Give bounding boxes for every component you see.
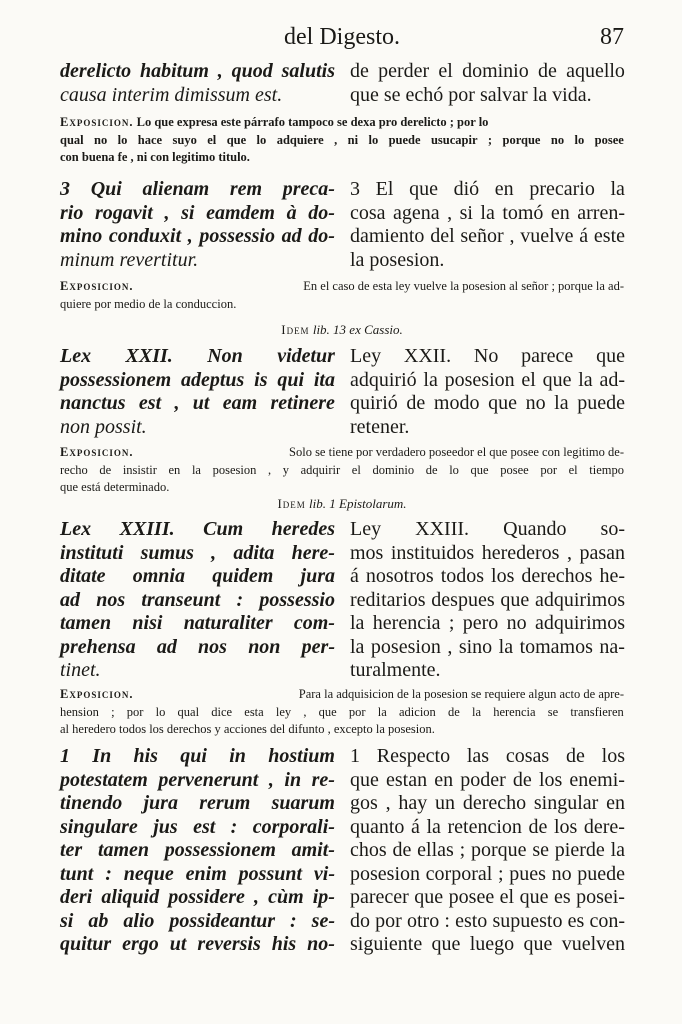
exposition-line: quiere por medio de la conduccion. bbox=[60, 296, 237, 311]
spanish-column bbox=[350, 345, 625, 439]
exposition-line bbox=[60, 686, 624, 704]
latin-column bbox=[60, 345, 335, 439]
spanish-line: cosa agena , si la tomó en arren- bbox=[350, 201, 625, 224]
spanish-line: chos de ellas ; porque se pierde la bbox=[350, 839, 625, 861]
spanish-line: parecer que posee el que es posei- bbox=[350, 886, 625, 908]
latin-line: possessionem adeptus is qui ita bbox=[60, 368, 335, 391]
spanish-column bbox=[350, 60, 625, 107]
spanish-line: siguiente que luego que vuelven bbox=[350, 933, 625, 955]
latin-line: derelicto habitum , quod salutis bbox=[60, 60, 335, 82]
latin-line: causa interim dimissum est. bbox=[60, 83, 283, 106]
exposition-label: Exposicion. bbox=[60, 687, 134, 701]
exposition-line: que está determinado. bbox=[60, 480, 170, 494]
latin-line: nanctus est , ut eam retinere bbox=[60, 392, 335, 414]
exposition-line: recho de insistir en la posesion , y adquirir el dominio de lo que posee por el tiempo bbox=[60, 462, 624, 477]
spanish-line: 3 El que dió en precario la bbox=[350, 178, 625, 200]
rubric-source: Idem bbox=[281, 322, 310, 337]
spanish-column bbox=[350, 745, 625, 957]
spanish-line: damiento del señor , vuelve á este bbox=[350, 225, 625, 247]
spanish-line: la posesion , sino la tomamos na- bbox=[350, 635, 625, 658]
latin-column bbox=[60, 745, 335, 957]
spanish-line: 1 Respecto las cosas de los bbox=[350, 745, 625, 767]
spanish-line: mos instituidos herederos , pasan bbox=[350, 541, 625, 564]
latin-line: minum revertitur. bbox=[60, 248, 199, 271]
latin-line: ad nos transeunt : possessio bbox=[60, 588, 335, 611]
spanish-line: reditarios despues que adquirimos bbox=[350, 588, 625, 611]
latin-line: tinet. bbox=[60, 659, 101, 681]
latin-line: si ab alio possideantur : se- bbox=[60, 909, 335, 932]
latin-line: quitur ergo ut reversis his no- bbox=[60, 933, 335, 955]
exposition-0 bbox=[60, 114, 624, 167]
latin-line: tamen nisi naturaliter com- bbox=[60, 612, 335, 634]
latin-line: singulare jus est : corporali- bbox=[60, 815, 335, 838]
latin-column bbox=[60, 518, 335, 683]
running-title: del Digesto. bbox=[284, 24, 400, 50]
latin-line: non possit. bbox=[60, 415, 147, 438]
latin-line: 3 Qui alienam rem preca- bbox=[60, 178, 335, 200]
exposition-1 bbox=[60, 278, 624, 313]
exposition-text: Para la adquisicion de la posesion se requiere algun acto de apre- bbox=[298, 687, 624, 701]
latin-line: tunt : neque enim possunt vi- bbox=[60, 862, 335, 885]
spanish-line: adquirió la posesion el que la ad- bbox=[350, 368, 625, 391]
rubric-1 bbox=[60, 496, 624, 512]
spanish-line: gos , hay un derecho singular en bbox=[350, 792, 625, 814]
exposition-line: hension ; por lo qual dice esta ley , que por la adicion de la herencia se transfieren bbox=[60, 704, 624, 719]
exposition-text: En el caso de esta ley vuelve la posesion al señor ; porque la ad- bbox=[303, 279, 624, 293]
exposition-line: qual no lo hace suyo el que lo adquiere , ni lo puede usucapir ; porque no lo posee bbox=[60, 132, 624, 147]
spanish-line: de perder el dominio de aquello bbox=[350, 60, 625, 82]
latin-line: Lex XXII. Non videtur bbox=[60, 345, 335, 367]
exposition-text: Solo se tiene por verdadero poseedor el que posee con legitimo de- bbox=[289, 445, 624, 459]
latin-line: ditate omnia quidem jura bbox=[60, 565, 335, 587]
spanish-column bbox=[350, 518, 625, 683]
spanish-line: quanto á la retencion de los dere- bbox=[350, 815, 625, 838]
running-header bbox=[60, 24, 624, 54]
spanish-line: Ley XXIII. Quando so- bbox=[350, 518, 625, 540]
latin-line: ter tamen possessionem amit- bbox=[60, 839, 335, 861]
exposition-label: Exposicion. bbox=[60, 279, 134, 293]
exposition-text: Lo que expresa este párrafo tampoco se dexa pro derelicto ; por lo bbox=[136, 115, 489, 129]
spanish-line: que estan en poder de los enemi- bbox=[350, 768, 625, 791]
rubric-reference: lib. 13 ex Cassio. bbox=[312, 322, 403, 337]
rubric-source: Idem bbox=[277, 496, 306, 511]
exposition-3 bbox=[60, 686, 624, 739]
page-number: 87 bbox=[600, 24, 624, 50]
spanish-line: retener. bbox=[350, 415, 410, 438]
spanish-line: á nosotros todos los derechos he- bbox=[350, 565, 625, 587]
spanish-column bbox=[350, 178, 625, 272]
spanish-line: posesion corporal ; pues no puede bbox=[350, 862, 625, 885]
exposition-2 bbox=[60, 444, 624, 497]
latin-line: potestatem pervenerunt , in re- bbox=[60, 768, 335, 791]
latin-line: Lex XXIII. Cum heredes bbox=[60, 518, 335, 540]
exposition-line bbox=[60, 114, 624, 132]
rubric-reference: lib. 1 Epistolarum. bbox=[309, 496, 407, 511]
latin-line: mino conduxit , possessio ad do- bbox=[60, 225, 335, 247]
latin-line: 1 In his qui in hostium bbox=[60, 745, 335, 767]
spanish-line: do por otro : esto supuesto es con- bbox=[350, 909, 625, 932]
spanish-line: Ley XXII. No parece que bbox=[350, 345, 625, 367]
exposition-label: Exposicion. bbox=[60, 445, 134, 459]
latin-column bbox=[60, 60, 335, 107]
latin-line: rio rogavit , si eamdem à do- bbox=[60, 201, 335, 224]
latin-line: tinendo jura rerum suarum bbox=[60, 792, 335, 814]
spanish-line: quirió de modo que no la puede bbox=[350, 392, 625, 414]
latin-line: prehensa ad nos non per- bbox=[60, 635, 335, 658]
spanish-line: la herencia ; pero no adquirimos bbox=[350, 612, 625, 634]
exposition-label: Exposicion. bbox=[60, 115, 134, 129]
exposition-line: con buena fe , ni con legitimo titulo. bbox=[60, 150, 250, 164]
latin-line: deri aliquid possidere , cùm ip- bbox=[60, 886, 335, 908]
spanish-line: la posesion. bbox=[350, 248, 445, 271]
spanish-line: turalmente. bbox=[350, 659, 441, 681]
exposition-line bbox=[60, 278, 624, 296]
spanish-line: que se echó por salvar la vida. bbox=[350, 83, 592, 106]
latin-column bbox=[60, 178, 335, 272]
exposition-line: al heredero todos los derechos y acciones del difunto , excepto la posesion. bbox=[60, 722, 435, 736]
rubric-0 bbox=[60, 322, 624, 338]
exposition-line bbox=[60, 444, 624, 462]
latin-line: instituti sumus , adita here- bbox=[60, 541, 335, 564]
